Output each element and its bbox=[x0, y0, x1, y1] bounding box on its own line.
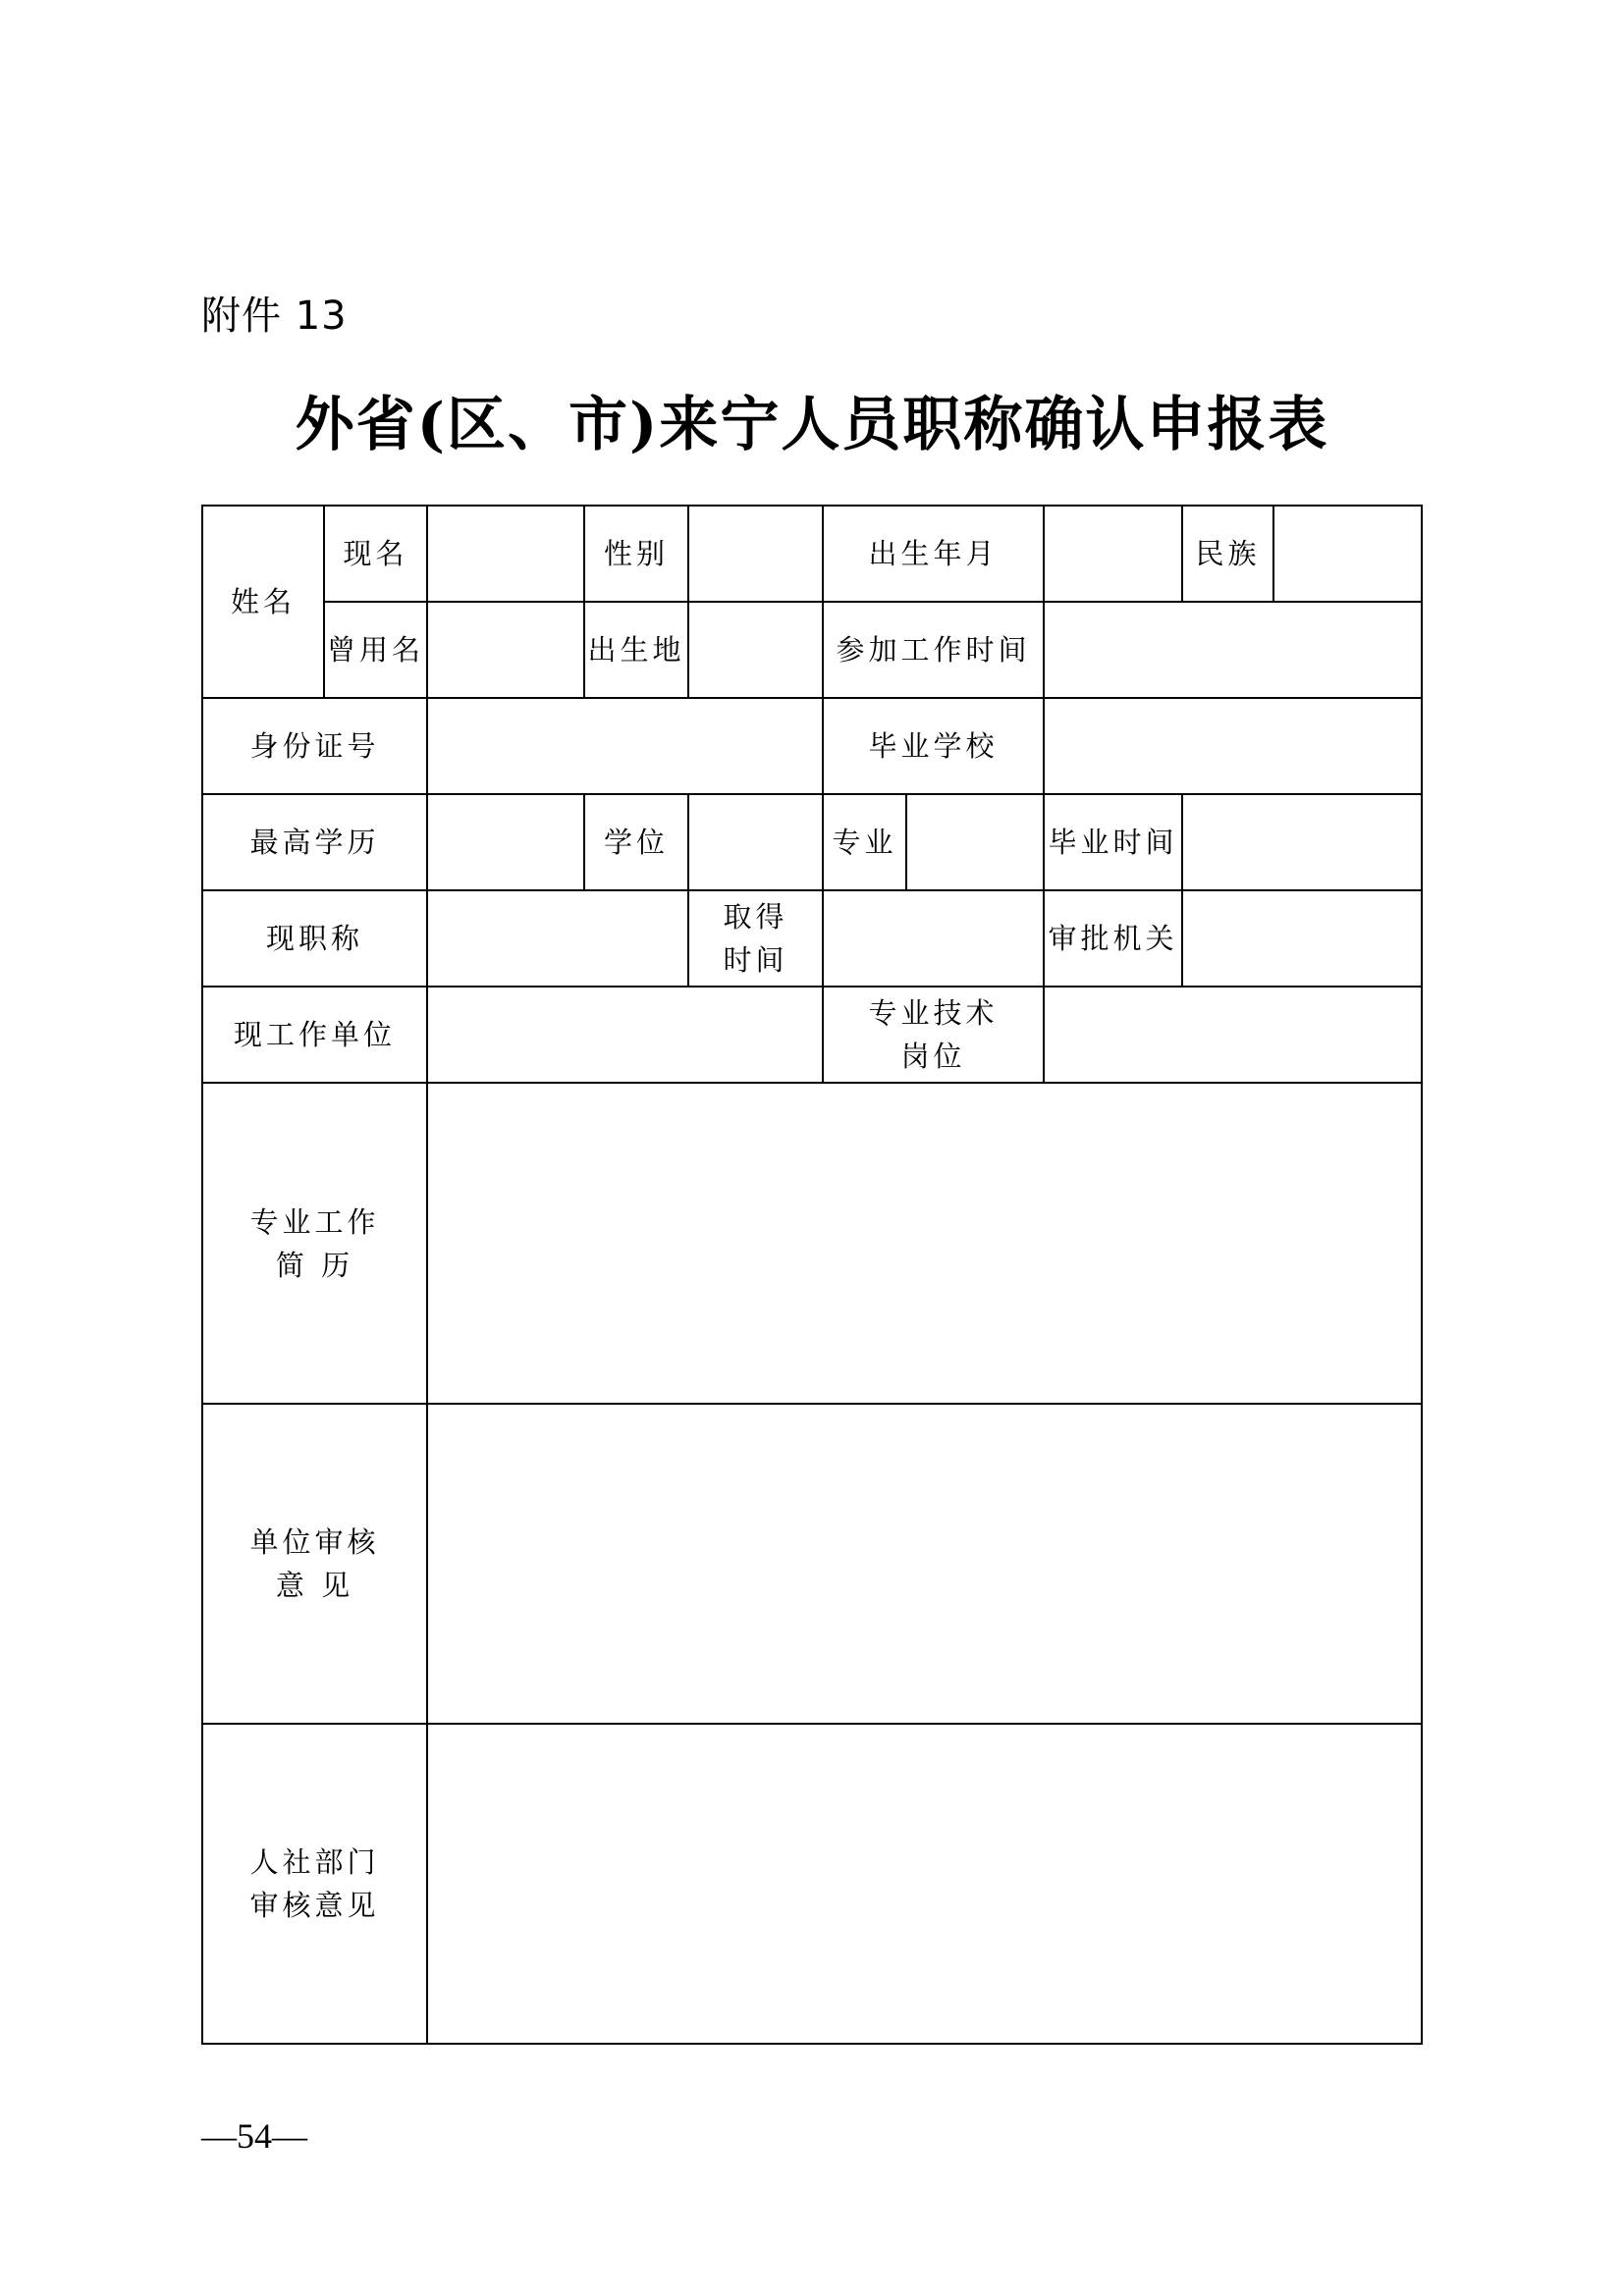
approval-authority-label: 审批机关 bbox=[1048, 922, 1178, 955]
obtain-time-field[interactable] bbox=[823, 890, 1044, 987]
ethnicity-field[interactable] bbox=[1273, 506, 1422, 602]
tech-post-line-2: 岗位 bbox=[900, 1040, 966, 1073]
current-title-field[interactable] bbox=[427, 890, 688, 987]
hr-review-field[interactable] bbox=[427, 1724, 1422, 2044]
unit-review-char-2: 见 bbox=[321, 1569, 354, 1602]
major-field[interactable] bbox=[906, 794, 1044, 890]
work-history-char-1: 简 bbox=[275, 1248, 308, 1282]
current-employer-label: 现工作单位 bbox=[233, 1018, 396, 1051]
work-history-line-2 bbox=[258, 1244, 372, 1287]
id-number-field[interactable] bbox=[427, 698, 823, 794]
current-name-field[interactable] bbox=[427, 506, 584, 602]
birthplace-label: 出生地 bbox=[587, 633, 685, 667]
major-label: 专业 bbox=[832, 826, 897, 859]
gender-field[interactable] bbox=[688, 506, 823, 602]
current-employer-field[interactable] bbox=[427, 987, 823, 1083]
graduate-school-field[interactable] bbox=[1044, 698, 1422, 794]
former-name-label: 曾用名 bbox=[326, 633, 424, 667]
id-number-label: 身份证号 bbox=[249, 729, 380, 763]
tech-post-label bbox=[823, 987, 1044, 1083]
work-history-label bbox=[202, 1083, 427, 1404]
obtain-time-label bbox=[688, 890, 823, 987]
unit-review-field[interactable] bbox=[427, 1404, 1422, 1724]
hr-review-label bbox=[202, 1724, 427, 2044]
obtain-time-line-1: 取得 bbox=[723, 900, 788, 934]
tech-post-field[interactable] bbox=[1044, 987, 1422, 1083]
obtain-time-line-2: 时间 bbox=[723, 943, 788, 977]
work-history-field[interactable] bbox=[427, 1083, 1422, 1404]
highest-education-label: 最高学历 bbox=[249, 826, 380, 859]
birthplace-field[interactable] bbox=[688, 602, 823, 698]
work-start-date-label: 参加工作时间 bbox=[836, 633, 1031, 667]
unit-review-char-1: 意 bbox=[275, 1569, 308, 1602]
unit-review-label bbox=[202, 1404, 427, 1724]
work-history-char-2: 历 bbox=[321, 1248, 354, 1282]
graduate-school-label: 毕业学校 bbox=[868, 729, 999, 763]
current-title-label: 现职称 bbox=[265, 922, 363, 955]
work-history-line-1: 专业工作 bbox=[249, 1204, 380, 1239]
birth-date-label: 出生年月 bbox=[868, 537, 999, 570]
unit-review-line-1: 单位审核 bbox=[249, 1525, 380, 1559]
unit-review-line-2 bbox=[258, 1564, 372, 1607]
ethnicity-label: 民族 bbox=[1195, 537, 1261, 570]
page-number: —54— bbox=[201, 2116, 307, 2156]
name-label: 姓名 bbox=[230, 585, 296, 618]
gender-label: 性别 bbox=[603, 537, 669, 570]
former-name-field[interactable] bbox=[427, 602, 584, 698]
degree-field[interactable] bbox=[688, 794, 823, 890]
graduation-date-label: 毕业时间 bbox=[1048, 826, 1178, 859]
hr-review-line-2: 审核意见 bbox=[249, 1889, 380, 1922]
hr-review-line-1: 人社部门 bbox=[249, 1845, 380, 1879]
approval-authority-field[interactable] bbox=[1182, 890, 1422, 987]
tech-post-line-1: 专业技术 bbox=[868, 996, 999, 1030]
attachment-label: 附件 13 bbox=[201, 294, 348, 339]
graduation-date-field[interactable] bbox=[1182, 794, 1422, 890]
work-start-date-field[interactable] bbox=[1044, 602, 1422, 698]
birth-date-field[interactable] bbox=[1044, 506, 1182, 602]
current-name-label: 现名 bbox=[343, 537, 408, 570]
highest-education-field[interactable] bbox=[427, 794, 584, 890]
form-title: 外省(区、市)来宁人员职称确认申报表 bbox=[295, 391, 1329, 459]
degree-label: 学位 bbox=[603, 826, 669, 859]
